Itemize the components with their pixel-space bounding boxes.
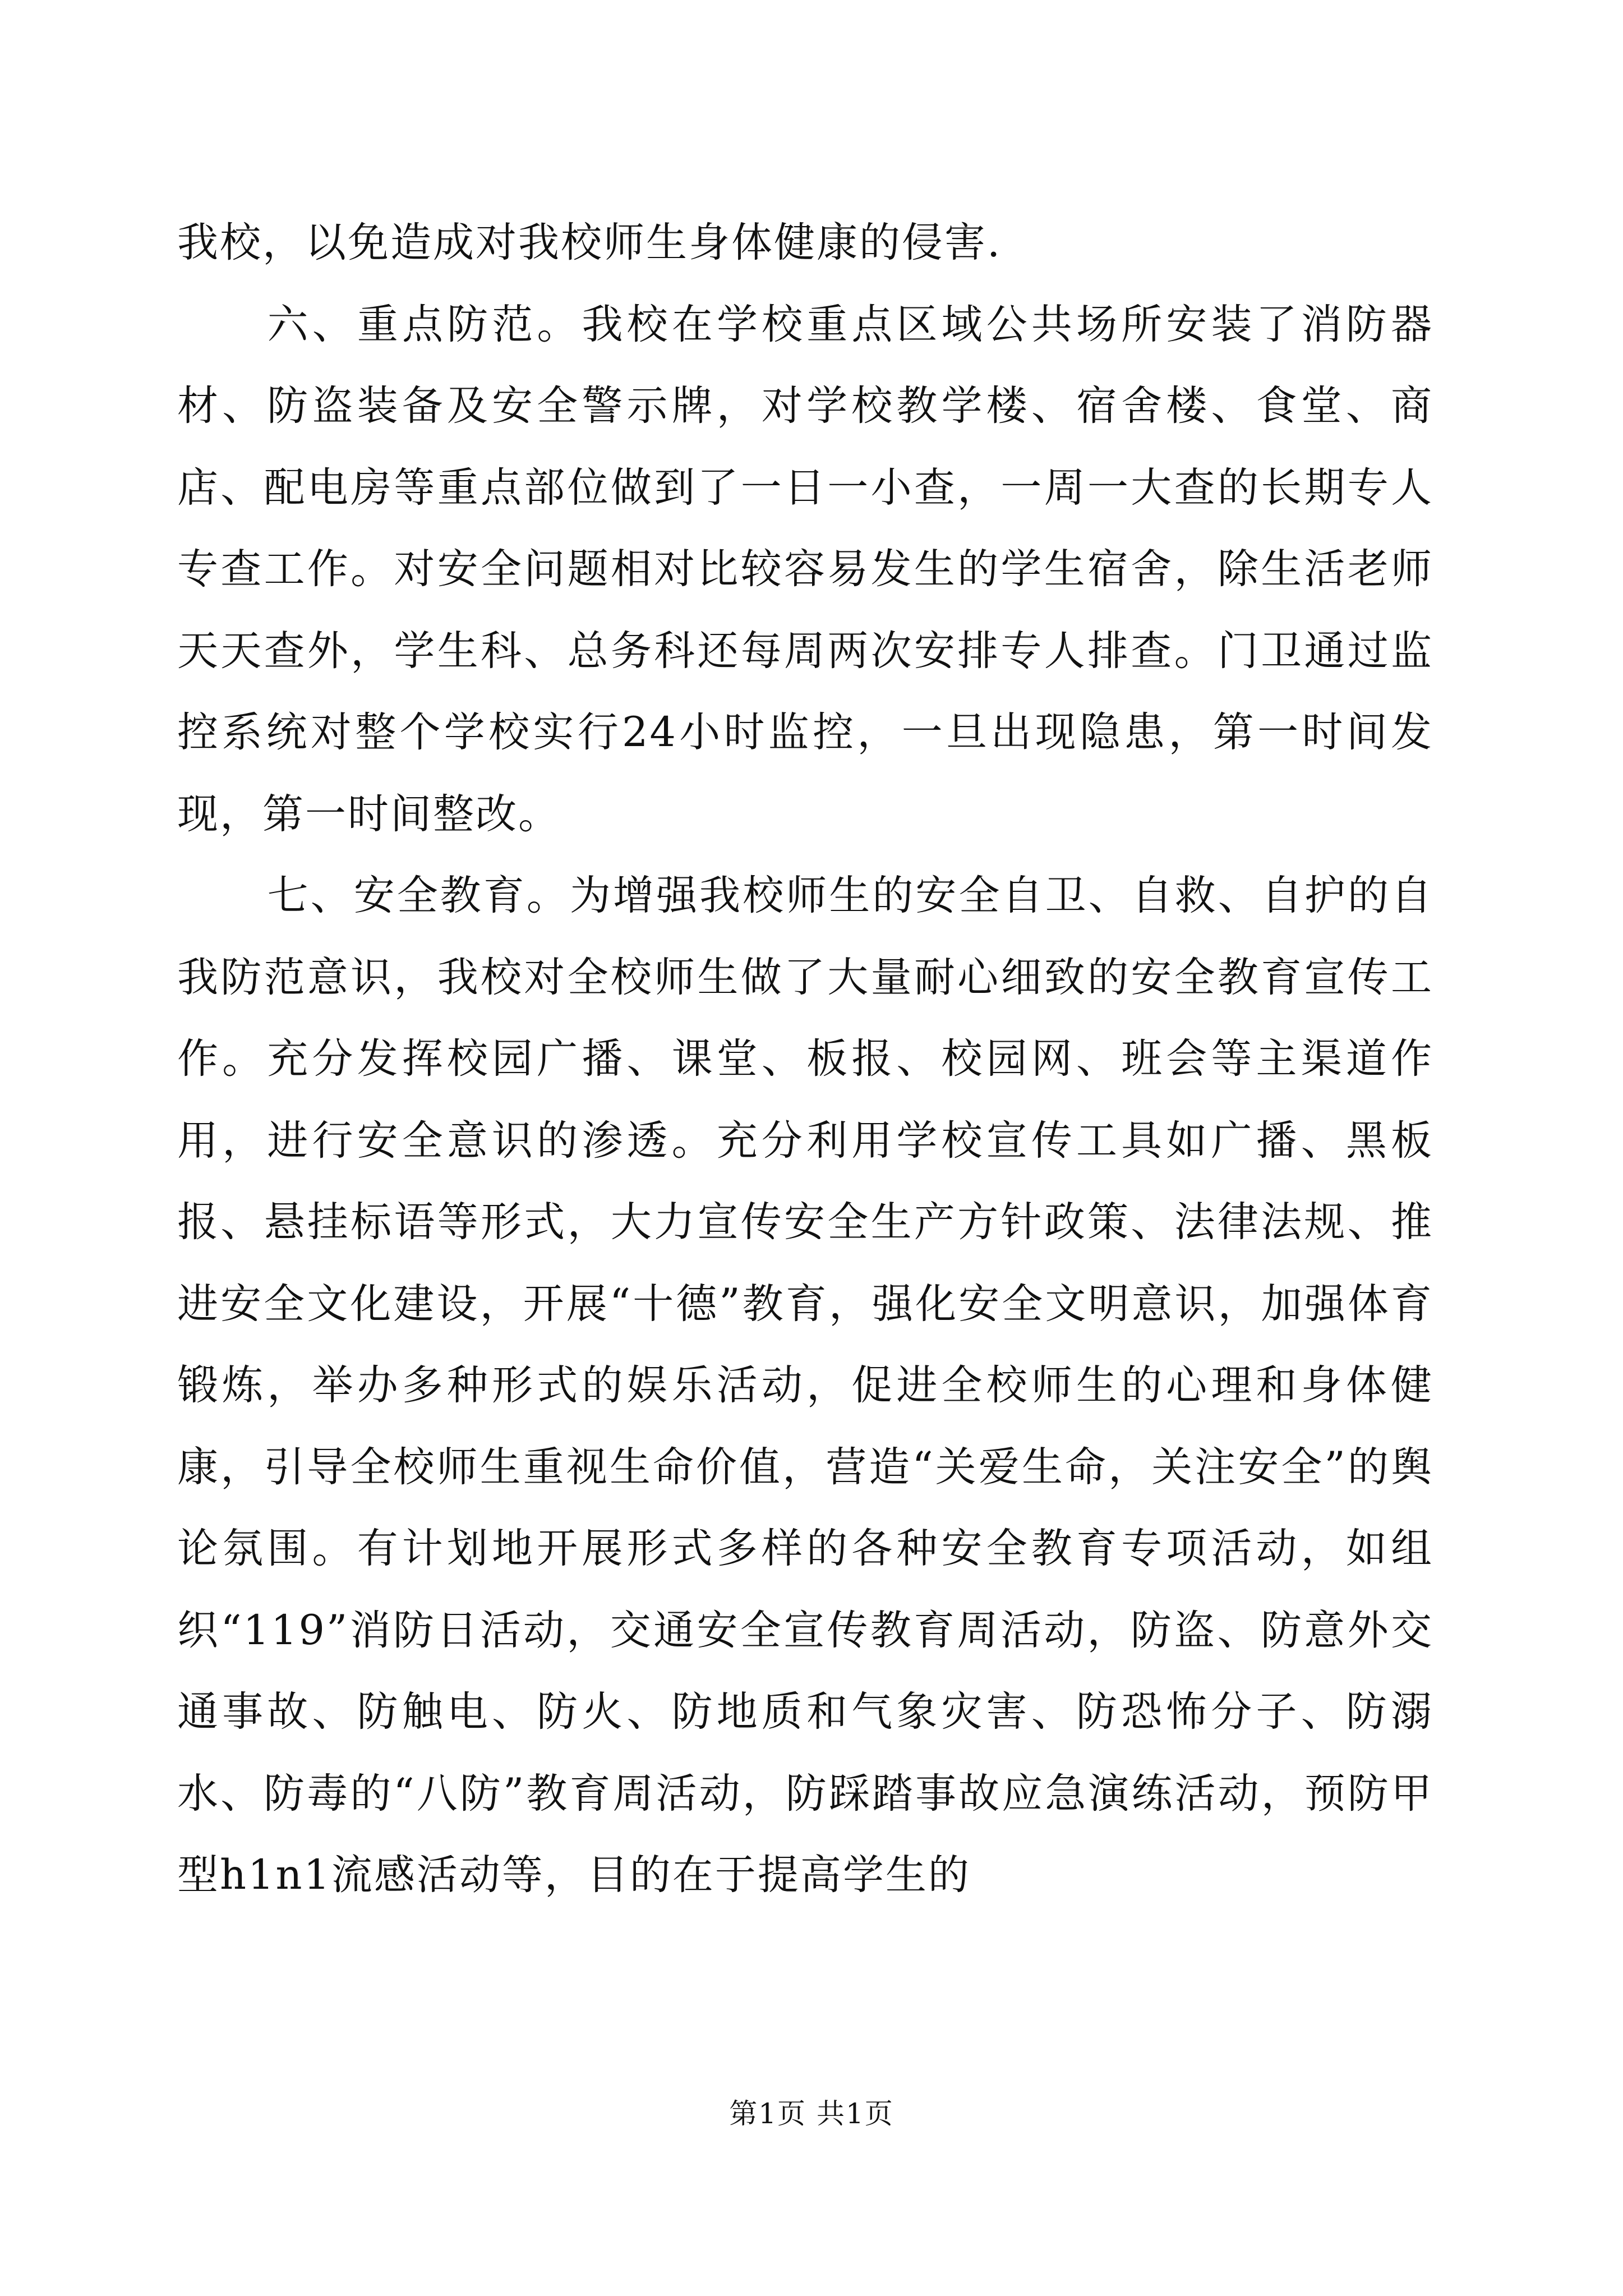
paragraph-continuation: 我校，以免造成对我校师生身体健康的侵害. (177, 219, 1002, 266)
page-footer: 第1页 共1页 (729, 2097, 894, 2130)
document-body (177, 202, 1433, 1916)
paragraph-key-prevention: 六、重点防范。我校在学校重点区域公共场所安装了消防器材、防盗装备及安全警示牌，对学校教学楼、宿舍楼、食堂、商店、配电房等重点部位做到了一日一小查，一周一大查的长期专人专查工作。对安全问题相对比较容易发生的学生宿舍，除生活老师天天查外，学生科、总务科还每周两次安排专人排查。门卫通过监控系统对整个学校实行24小时监控，一旦出现隐患，第一时间发现，第一时间整改。 (177, 300, 1433, 838)
paragraph-safety-education: 七、安全教育。为增强我校师生的安全自卫、自救、自护的自我防范意识，我校对全校师生做了大量耐心细致的安全教育宣传工作。充分发挥校园广播、课堂、板报、校园网、班会等主渠道作用，进行安全意识的渗透。充分利用学校宣传工具如广播、黑板报、悬挂标语等形式，大力宣传安全生产方针政策、法律法规、推进安全文化建设，开展“十德”教育，强化安全文明意识，加强体育锻炼，举办多种形式的娱乐活动，促进全校师生的心理和身体健康，引导全校师生重视生命价值，营造“关爱生命，关注安全”的舆论氛围。有计划地开展形式多样的各种安全教育专项活动，如组织“119”消防日活动，交通安全宣传教育周活动，防盗、防意外交通事故、防触电、防火、防地质和气象灾害、防恐怖分子、防溺水、防毒的“八防”教育周活动，防踩踏事故应急演练活动，预防甲型h1n1流感活动等，目的在于提高学生的 (177, 872, 1433, 1899)
